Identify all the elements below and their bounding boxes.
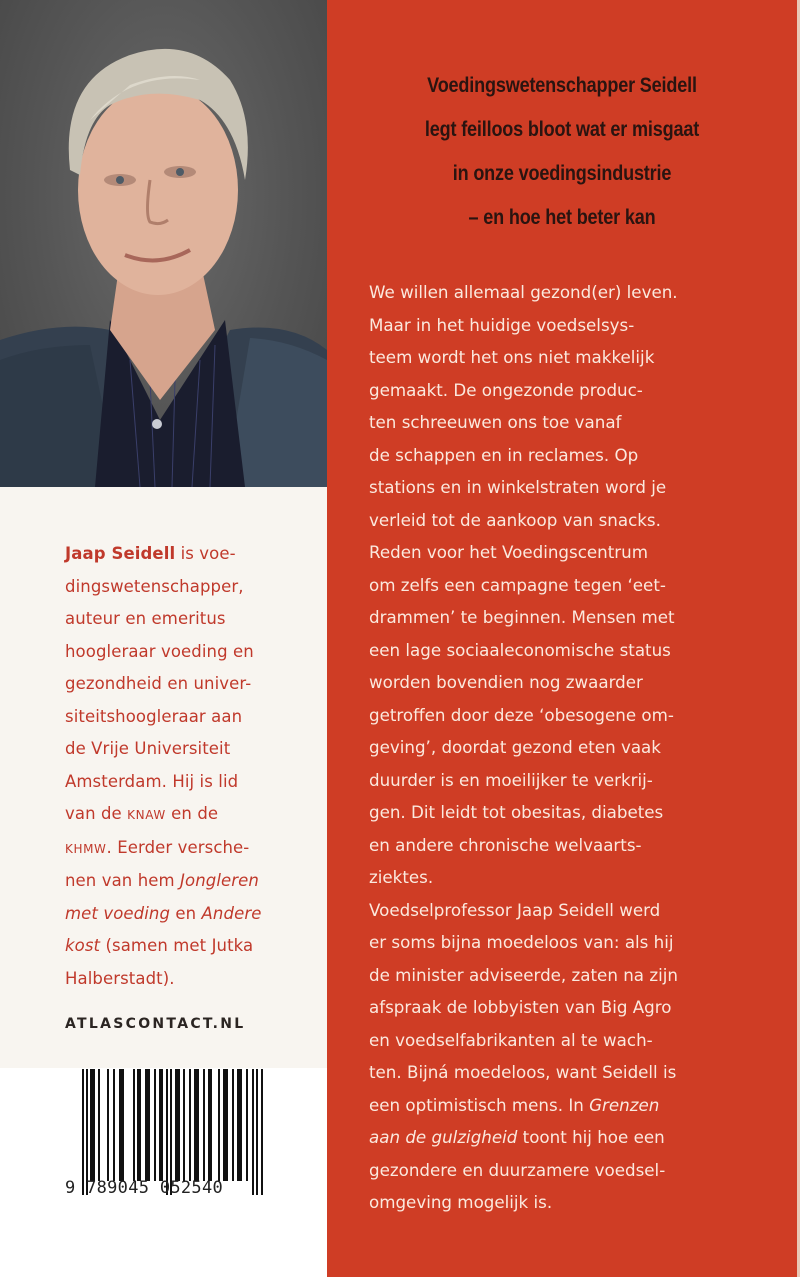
publisher-website: ATLASCONTACT.NL	[65, 1016, 246, 1032]
left-column	[0, 0, 327, 1277]
tagline: Voedingswetenschapper Seidell legt feilloos bloot wat er misgaat in onze voedingsindustrie – en hoe het beter kan	[424, 74, 700, 229]
blurb-panel	[327, 0, 797, 1277]
ean-barcode-icon	[82, 1069, 264, 1195]
book-title-grenzen: Grenzen	[589, 1094, 660, 1115]
author-name: Jaap Seidell	[65, 544, 176, 563]
author-photo	[0, 0, 327, 487]
isbn-number: 9 789045 052540	[65, 1178, 224, 1198]
author-bio: Jaap Seidell is voe- dingswetenschapper, auteur en emeritus hoogleraar voeding en gezondheid en univer- siteitshoogleraar aan de Vrije Universiteit Amsterdam. Hij is lid van de KNAW en de KHMW. Eerder versche- nen van hem Jongleren met voeding en Andere kost (samen met Jutka Halberstadt).	[65, 544, 262, 988]
author-portrait-icon	[0, 0, 327, 487]
book-title-jongleren: Jongleren	[180, 871, 259, 890]
blurb-text: We willen allemaal gezond(er) leven. Maar in het huidige voedselsys- teem wordt het ons niet makkelijk gemaakt. De ongezonde produc- ten schreeuwen ons toe vanaf de schappen en in reclames. Op stations en in winkelstraten word je verleid tot de aankoop van snacks. Reden voor het Voedingscentrum om zelfs een campagne tegen ‘eet- drammen’ te beginnen. Mensen met een lage sociaaleconomische status worden bovendien nog zwaarder getroffen door deze ‘obesogene om- geving’, doordat gezond eten vaak duurder is en moeilijker te verkrij- gen. Dit leidt tot obesitas, diabetes en andere chronische welvaarts- ziektes. Voedselprofessor Jaap Seidell werd er soms bijna moedeloos van: als hij de minister adviseerde, zaten na zijn afspraak de lobbyisten van Big Agro en voedselfabrikanten al te wach- ten. Bijná moedeloos, want Seidell is een optimistisch mens. In Grenzen aan de gulzigheid toont hij hoe een gezondere en duurzamere voedsel- omgeving mogelijk is.	[369, 282, 678, 1212]
khmw-abbrev: KHMW	[65, 841, 107, 856]
knaw-abbrev: KNAW	[127, 808, 166, 822]
book-title-andere-kost: Andere	[201, 903, 262, 923]
